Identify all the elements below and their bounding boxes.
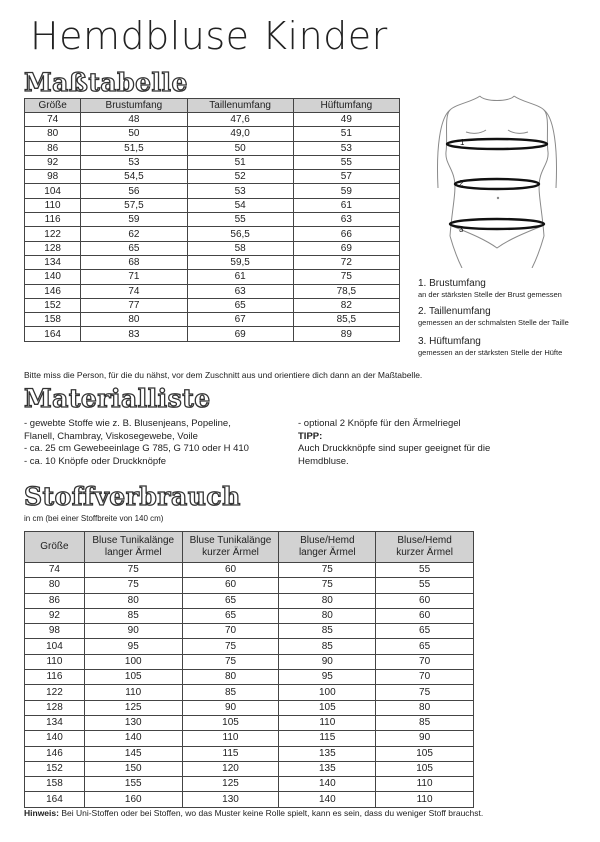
table-row xyxy=(25,241,400,255)
table-cell: 80 xyxy=(279,593,376,608)
table-cell: 60 xyxy=(182,563,279,578)
hip-measure-line xyxy=(450,219,544,229)
t1-header-cell: Brustumfang xyxy=(81,99,187,113)
table-cell: 65 xyxy=(376,624,474,639)
table-cell: 75 xyxy=(376,685,474,700)
legend-waist xyxy=(418,306,569,328)
table-row xyxy=(25,155,400,169)
table-cell: 100 xyxy=(279,685,376,700)
table-cell: 74 xyxy=(25,113,81,127)
table-cell: 77 xyxy=(81,298,187,312)
table-cell: 128 xyxy=(25,241,81,255)
table-cell: 104 xyxy=(25,184,81,198)
table-cell: 158 xyxy=(25,313,81,327)
material-item: - optional 2 Knöpfe für den Ärmelriegel xyxy=(298,418,461,429)
table-cell: 59,5 xyxy=(187,255,293,269)
table-row xyxy=(25,593,474,608)
table-cell: 55 xyxy=(376,578,474,593)
table-cell: 57 xyxy=(293,170,399,184)
table-cell: 146 xyxy=(25,746,85,761)
table-cell: 105 xyxy=(84,670,182,685)
table-cell: 69 xyxy=(293,241,399,255)
material-item: Flanell, Chambray, Viskosegewebe, Voile xyxy=(24,430,198,442)
table-row xyxy=(25,141,400,155)
t2-header-cell: Bluse Tunikalänge kurzer Ärmel xyxy=(182,532,279,563)
table-cell: 85 xyxy=(376,715,474,730)
legend-waist-desc: gemessen an der schmalsten Stelle der Taille xyxy=(418,318,569,327)
table-cell: 51 xyxy=(187,155,293,169)
page-title: Hemdbluse Kinder xyxy=(30,14,388,58)
table-cell: 56,5 xyxy=(187,227,293,241)
table-cell: 130 xyxy=(84,715,182,730)
table-cell: 86 xyxy=(25,593,85,608)
table-cell: 61 xyxy=(187,270,293,284)
table-cell: 122 xyxy=(25,227,81,241)
table-cell: 110 xyxy=(279,715,376,730)
table-cell: 55 xyxy=(187,213,293,227)
table-cell: 65 xyxy=(376,639,474,654)
table-cell: 85 xyxy=(182,685,279,700)
table-cell: 134 xyxy=(25,715,85,730)
legend-hip xyxy=(418,336,562,358)
table-cell: 160 xyxy=(84,792,182,807)
table-cell: 53 xyxy=(81,155,187,169)
table-cell: 105 xyxy=(376,746,474,761)
table-cell: 122 xyxy=(25,685,85,700)
table-row xyxy=(25,761,474,776)
table-cell: 65 xyxy=(182,608,279,623)
table-cell: 134 xyxy=(25,255,81,269)
table-cell: 70 xyxy=(376,670,474,685)
table-cell: 72 xyxy=(293,255,399,269)
table-cell: 82 xyxy=(293,298,399,312)
material-item: - gewebte Stoffe wie z. B. Blusenjeans, Popeline, xyxy=(24,418,231,429)
table-cell: 140 xyxy=(279,777,376,792)
table-cell: 52 xyxy=(187,170,293,184)
table-cell: 90 xyxy=(376,731,474,746)
figure-leg-right xyxy=(532,236,544,268)
table-cell: 80 xyxy=(182,670,279,685)
table-cell: 74 xyxy=(25,563,85,578)
table-cell: 57,5 xyxy=(81,198,187,212)
table-cell: 55 xyxy=(376,563,474,578)
table-cell: 83 xyxy=(81,327,187,341)
fabric-table xyxy=(24,531,474,808)
table-cell: 51 xyxy=(293,127,399,141)
table-row xyxy=(25,227,400,241)
table-cell: 135 xyxy=(279,761,376,776)
table-cell: 60 xyxy=(182,578,279,593)
table-cell: 86 xyxy=(25,141,81,155)
table-cell: 105 xyxy=(279,700,376,715)
table-cell: 47,6 xyxy=(187,113,293,127)
t2-header-cell: Größe xyxy=(25,532,85,563)
table-row xyxy=(25,792,474,807)
table-cell: 75 xyxy=(279,578,376,593)
table-row xyxy=(25,654,474,669)
table-cell: 65 xyxy=(187,298,293,312)
tip-text: Hemdbluse. xyxy=(298,455,349,467)
table-cell: 152 xyxy=(25,761,85,776)
table-row xyxy=(25,198,400,212)
tip-text: Auch Druckknöpfe sind super geeignet für die xyxy=(298,443,491,454)
table-cell: 85,5 xyxy=(293,313,399,327)
table-cell: 110 xyxy=(376,777,474,792)
table-cell: 60 xyxy=(376,608,474,623)
waist-measure-line xyxy=(455,179,539,189)
table-cell: 90 xyxy=(84,624,182,639)
table-cell: 53 xyxy=(187,184,293,198)
table-row xyxy=(25,127,400,141)
table-row xyxy=(25,608,474,623)
table-cell: 74 xyxy=(81,284,187,298)
body-measurement-figure xyxy=(432,88,562,268)
table-cell: 110 xyxy=(84,685,182,700)
figure-left-arm xyxy=(438,110,451,188)
t2-header-cell: Bluse/Hemd kurzer Ärmel xyxy=(376,532,474,563)
figure-chest-right xyxy=(508,130,528,133)
table-cell: 120 xyxy=(182,761,279,776)
table-cell: 105 xyxy=(182,715,279,730)
figure-leg-left xyxy=(450,236,462,268)
table-cell: 164 xyxy=(25,792,85,807)
table-cell: 164 xyxy=(25,327,81,341)
measure-table-body xyxy=(25,113,400,342)
table-cell: 80 xyxy=(25,578,85,593)
table-cell: 92 xyxy=(25,155,81,169)
table-cell: 51,5 xyxy=(81,141,187,155)
table-row xyxy=(25,685,474,700)
table-cell: 116 xyxy=(25,670,85,685)
table-cell: 130 xyxy=(182,792,279,807)
figure-neck-line xyxy=(480,96,514,101)
table-cell: 50 xyxy=(81,127,187,141)
material-list-right xyxy=(298,418,578,468)
table-cell: 75 xyxy=(182,654,279,669)
table-cell: 92 xyxy=(25,608,85,623)
legend-chest-label: 1. Brustumfang xyxy=(418,278,486,289)
table-row xyxy=(25,113,400,127)
fabric-note-label: Hinweis: xyxy=(24,808,59,818)
table-cell: 50 xyxy=(187,141,293,155)
fabric-consumption-heading: Stoffverbrauch xyxy=(24,482,241,511)
measure-note: Bitte miss die Person, für die du nähst, vor dem Zuschnitt aus und orientiere dich dann an der Maßtabelle. xyxy=(24,370,423,380)
table-cell: 62 xyxy=(81,227,187,241)
table-cell: 80 xyxy=(84,593,182,608)
table-cell: 54 xyxy=(187,198,293,212)
fabric-table-body xyxy=(25,563,474,808)
table-cell: 85 xyxy=(279,624,376,639)
table-row xyxy=(25,700,474,715)
table-cell: 60 xyxy=(376,593,474,608)
table-cell: 158 xyxy=(25,777,85,792)
table-row xyxy=(25,639,474,654)
table-cell: 75 xyxy=(84,578,182,593)
table-cell: 55 xyxy=(293,155,399,169)
table-cell: 152 xyxy=(25,298,81,312)
table-cell: 95 xyxy=(279,670,376,685)
table-cell: 89 xyxy=(293,327,399,341)
table-cell: 140 xyxy=(279,792,376,807)
table-cell: 125 xyxy=(182,777,279,792)
table-row xyxy=(25,670,474,685)
material-item: - ca. 25 cm Gewebeeinlage G 785, G 710 oder H 410 xyxy=(24,443,249,454)
table-cell: 104 xyxy=(25,639,85,654)
table-cell: 68 xyxy=(81,255,187,269)
table-row xyxy=(25,270,400,284)
table-row xyxy=(25,715,474,730)
table-cell: 98 xyxy=(25,624,85,639)
table-cell: 59 xyxy=(293,184,399,198)
table-cell: 59 xyxy=(81,213,187,227)
table-row xyxy=(25,298,400,312)
table-cell: 48 xyxy=(81,113,187,127)
table-cell: 85 xyxy=(84,608,182,623)
table-cell: 85 xyxy=(279,639,376,654)
legend-hip-desc: gemessen an der stärksten Stelle der Hüfte xyxy=(418,348,563,357)
table-cell: 115 xyxy=(182,746,279,761)
legend-chest xyxy=(418,278,562,300)
table-cell: 70 xyxy=(376,654,474,669)
table-cell: 69 xyxy=(187,327,293,341)
table-cell: 140 xyxy=(84,731,182,746)
material-item: - ca. 10 Knöpfe oder Druckknöpfe xyxy=(24,455,167,467)
legend-hip-label: 3. Hüftumfang xyxy=(418,336,481,347)
t1-header-cell: Größe xyxy=(25,99,81,113)
figure-navel xyxy=(497,197,499,199)
figure-chest-left xyxy=(466,130,486,133)
table-row xyxy=(25,746,474,761)
table-cell: 155 xyxy=(84,777,182,792)
table-cell: 75 xyxy=(182,639,279,654)
table-cell: 90 xyxy=(279,654,376,669)
table-cell: 140 xyxy=(25,731,85,746)
table-cell: 135 xyxy=(279,746,376,761)
fabric-consumption-subheading: in cm (bei einer Stoffbreite von 140 cm) xyxy=(24,514,164,523)
table-row xyxy=(25,578,474,593)
measure-table xyxy=(24,98,400,342)
table-cell: 145 xyxy=(84,746,182,761)
material-list-left xyxy=(24,418,294,468)
table-cell: 65 xyxy=(182,593,279,608)
table-cell: 78,5 xyxy=(293,284,399,298)
table-cell: 63 xyxy=(187,284,293,298)
table-cell: 125 xyxy=(84,700,182,715)
table-cell: 105 xyxy=(376,761,474,776)
mark-hip-label: 3 xyxy=(459,225,464,234)
table-cell: 70 xyxy=(182,624,279,639)
table-cell: 95 xyxy=(84,639,182,654)
figure-left-outline xyxy=(446,96,480,236)
table-row xyxy=(25,284,400,298)
legend-waist-label: 2. Taillenumfang xyxy=(418,306,491,317)
table-cell: 67 xyxy=(187,313,293,327)
table-row xyxy=(25,184,400,198)
table-cell: 56 xyxy=(81,184,187,198)
table-cell: 75 xyxy=(279,563,376,578)
table-cell: 150 xyxy=(84,761,182,776)
table-cell: 49,0 xyxy=(187,127,293,141)
table-cell: 58 xyxy=(187,241,293,255)
table-cell: 146 xyxy=(25,284,81,298)
table-cell: 98 xyxy=(25,170,81,184)
table-cell: 66 xyxy=(293,227,399,241)
table-cell: 49 xyxy=(293,113,399,127)
table-cell: 90 xyxy=(182,700,279,715)
table-cell: 115 xyxy=(279,731,376,746)
t2-header-cell: Bluse/Hemd langer Ärmel xyxy=(279,532,376,563)
table-cell: 116 xyxy=(25,213,81,227)
table-cell: 128 xyxy=(25,700,85,715)
table-cell: 110 xyxy=(25,198,81,212)
table-cell: 61 xyxy=(293,198,399,212)
table-row xyxy=(25,563,474,578)
table-row xyxy=(25,313,400,327)
table-cell: 80 xyxy=(376,700,474,715)
measure-table-header-row xyxy=(25,99,400,113)
t1-header-cell: Taillenumfang xyxy=(187,99,293,113)
figure-right-arm xyxy=(544,110,557,188)
table-row xyxy=(25,327,400,341)
legend-chest-desc: an der stärksten Stelle der Brust gemessen xyxy=(418,290,562,299)
fabric-note xyxy=(24,808,483,818)
table-cell: 75 xyxy=(293,270,399,284)
table-row xyxy=(25,170,400,184)
fabric-note-text: Bei Uni-Stoffen oder bei Stoffen, wo das Muster keine Rolle spielt, kann es sein, dass du weniger Stoff brauchst. xyxy=(58,808,484,818)
table-cell: 54,5 xyxy=(81,170,187,184)
table-cell: 71 xyxy=(81,270,187,284)
table-row xyxy=(25,731,474,746)
measure-table-heading: Maßtabelle xyxy=(24,68,188,97)
fabric-table-header-row xyxy=(25,532,474,563)
table-cell: 80 xyxy=(279,608,376,623)
table-row xyxy=(25,624,474,639)
table-cell: 110 xyxy=(182,731,279,746)
table-cell: 63 xyxy=(293,213,399,227)
table-row xyxy=(25,213,400,227)
t1-header-cell: Hüftumfang xyxy=(293,99,399,113)
table-row xyxy=(25,255,400,269)
table-cell: 80 xyxy=(81,313,187,327)
tip-label: TIPP: xyxy=(298,430,323,442)
table-row xyxy=(25,777,474,792)
t2-header-cell: Bluse Tunikalänge langer Ärmel xyxy=(84,532,182,563)
table-cell: 65 xyxy=(81,241,187,255)
material-list-heading: Materialliste xyxy=(24,384,211,413)
table-cell: 53 xyxy=(293,141,399,155)
mark-waist-label: 2 xyxy=(459,179,464,188)
table-cell: 75 xyxy=(84,563,182,578)
table-cell: 140 xyxy=(25,270,81,284)
table-cell: 100 xyxy=(84,654,182,669)
table-cell: 80 xyxy=(25,127,81,141)
table-cell: 110 xyxy=(25,654,85,669)
table-cell: 110 xyxy=(376,792,474,807)
mark-chest-label: 1 xyxy=(460,138,465,147)
figure-right-outline xyxy=(514,96,548,236)
